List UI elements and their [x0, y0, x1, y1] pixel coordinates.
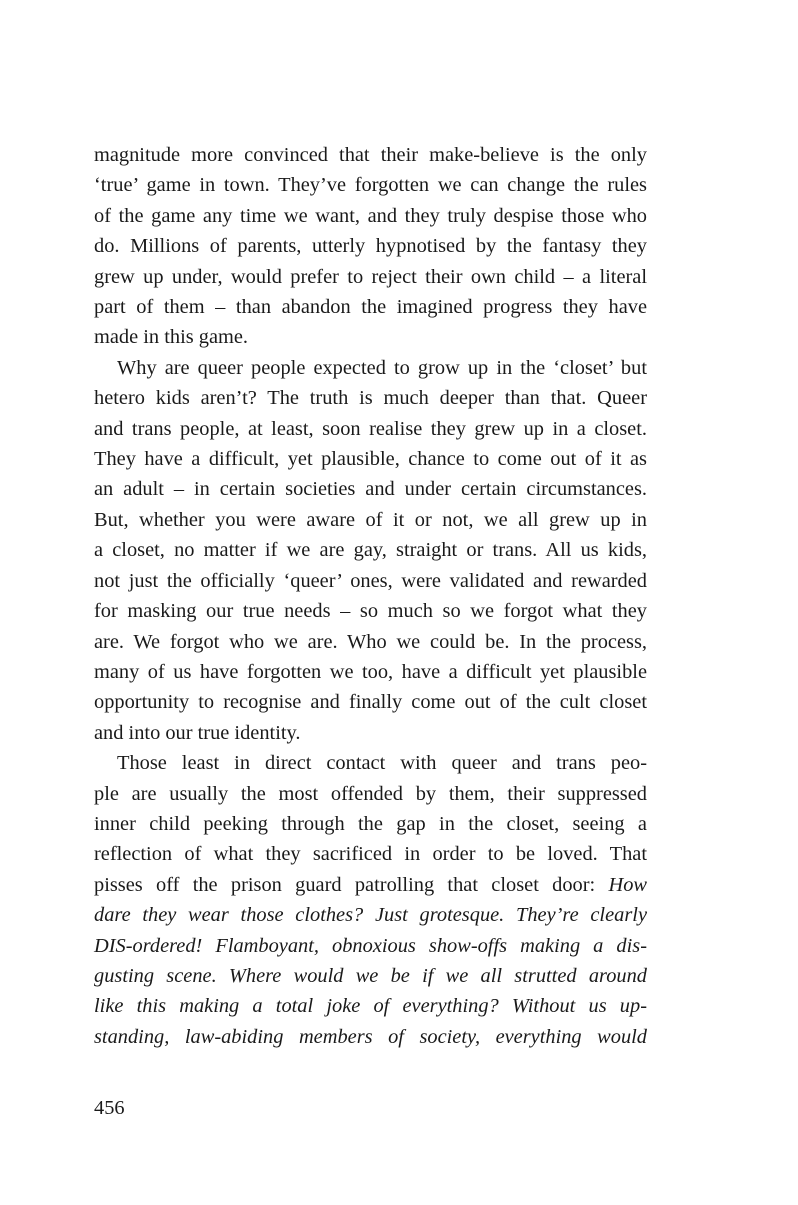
text-line: are. We forgot who we are. Who we could be. In the process, [94, 630, 647, 653]
text-line: do. Millions of parents, utterly hypnotised by the fantasy they [94, 235, 647, 258]
text-line: reflection of what they sacrificed in order to be loved. That [94, 843, 647, 866]
text-line: like this making a total joke of everything? Without us up- [94, 995, 647, 1018]
paragraph-2 [94, 353, 647, 748]
text-line: an adult – in certain societies and under certain circumstances. [94, 478, 647, 501]
text-line: But, whether you were aware of it or not, we all grew up in [94, 508, 647, 531]
text-line: DIS-ordered! Flamboyant, obnoxious show-offs making a dis- [94, 934, 647, 957]
text-line: many of us have forgotten we too, have a difficult yet plausible [94, 660, 647, 683]
paragraph-3 [94, 748, 647, 1052]
text-line: inner child peeking through the gap in the closet, seeing a [94, 812, 647, 835]
text-line: dare they wear those clothes? Just grotesque. They’re clearly [94, 904, 647, 927]
text-line: opportunity to recognise and finally come out of the cult closet [94, 691, 647, 714]
text-line: grew up under, would prefer to reject their own child – a literal [94, 265, 647, 288]
text-line: They have a difficult, yet plausible, chance to come out of it as [94, 448, 647, 471]
text-line: ple are usually the most offended by them, their suppressed [94, 782, 647, 805]
text-line: and into our true identity. [94, 721, 301, 744]
text-line: made in this game. [94, 326, 249, 349]
paragraph-1 [94, 140, 647, 353]
book-page-body [94, 140, 647, 1052]
text-line: a closet, no matter if we are gay, straight or trans. All us kids, [94, 539, 647, 562]
text-line: not just the officially ‘queer’ ones, were validated and rewarded [94, 569, 647, 592]
text-line: magnitude more convinced that their make-believe is the only [94, 144, 647, 166]
text-line: Why are queer people expected to grow up in the ‘closet’ but [117, 356, 647, 379]
text-line: Those least in direct contact with queer and trans peo- [117, 752, 647, 775]
text-line: ‘true’ game in town. They’ve forgotten we can change the rules [94, 174, 647, 197]
text-line-segment: pisses off the prison guard patrolling that closet door: [94, 873, 609, 896]
text-line: hetero kids aren’t? The truth is much deeper than that. Queer [94, 387, 647, 410]
text-line: gusting scene. Where would we be if we all strutted around [94, 964, 647, 987]
text-body [94, 140, 647, 1052]
text-line: for masking our true needs – so much so we forgot what they [94, 600, 647, 623]
text-line: of the game any time we want, and they truly despise those who [94, 204, 647, 227]
text-line [94, 870, 647, 900]
page-number: 456 [94, 1097, 125, 1119]
text-line: and trans people, at least, soon realise they grew up in a closet. [94, 417, 647, 440]
text-line: part of them – than abandon the imagined progress they have [94, 296, 647, 319]
italic-segment: How [608, 873, 647, 896]
text-line: standing, law-abiding members of society, everything would [94, 1025, 647, 1048]
